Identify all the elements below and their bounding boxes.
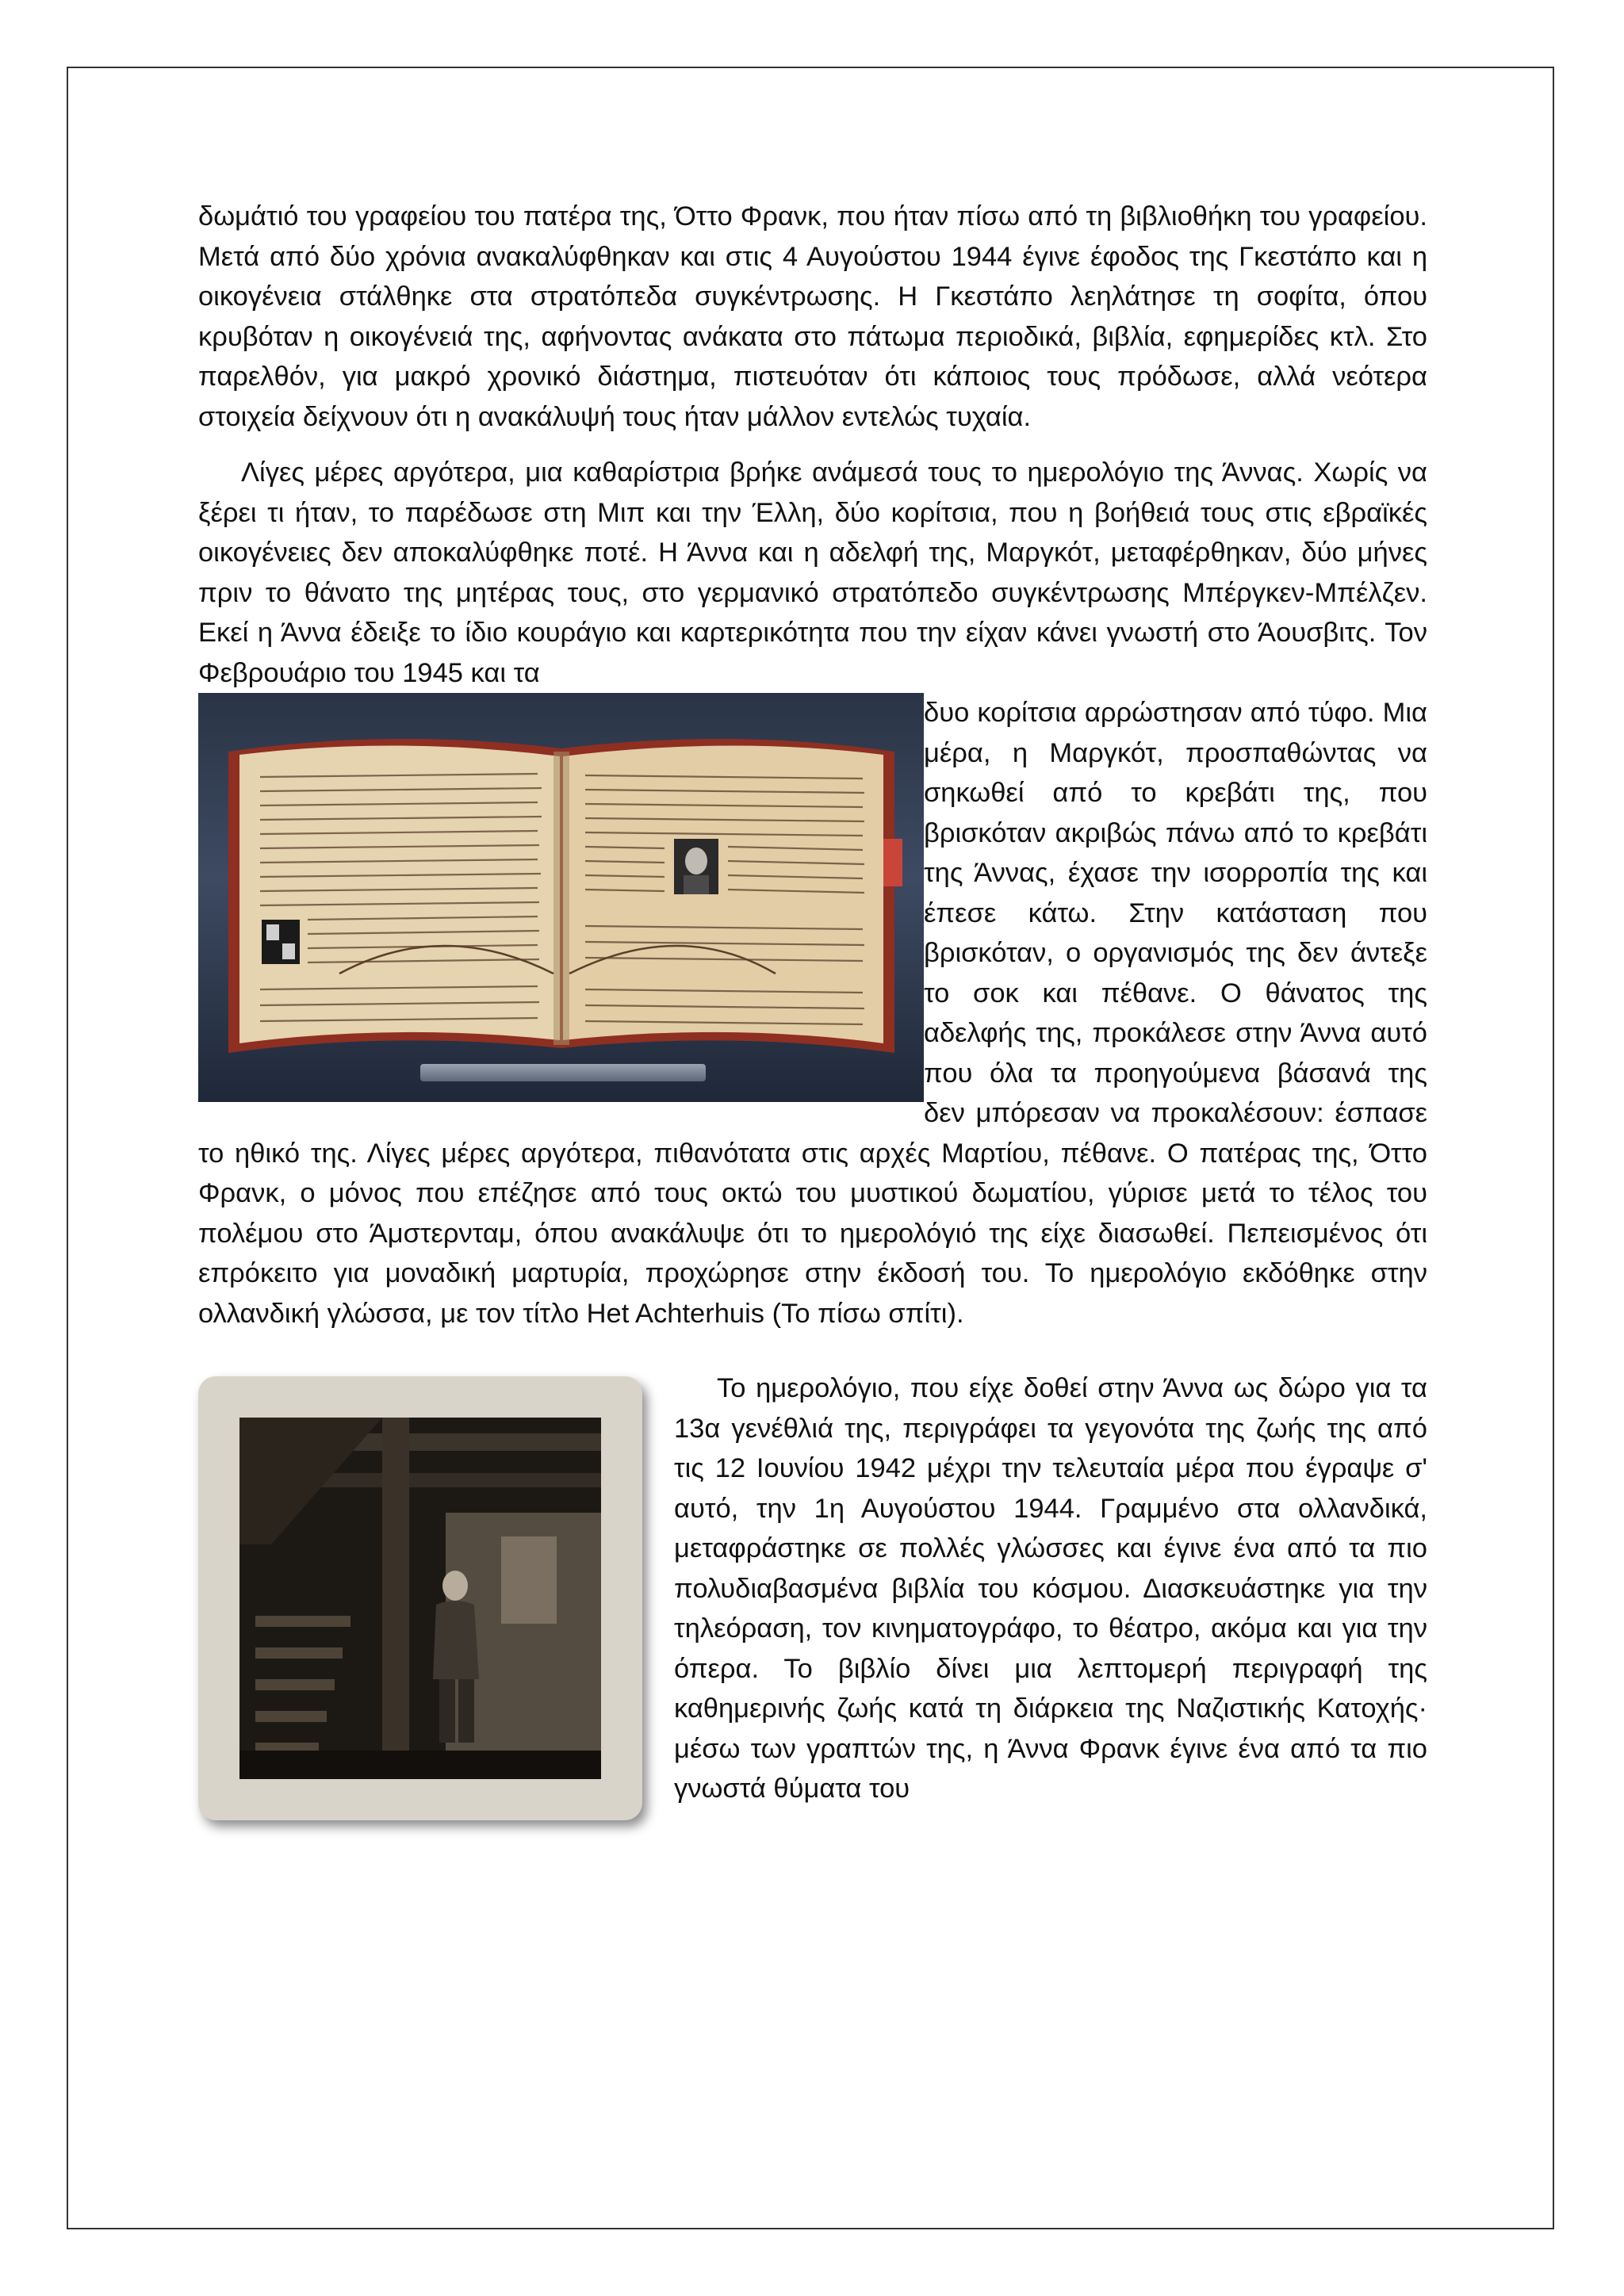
attic-image	[239, 1418, 601, 1779]
paragraph-2: Λίγες μέρες αργότερα, μια καθαρίστρια βρήκε ανάμεσά τους το ημερολόγιο της Άννας. Χωρίς να ξέρει τι ήταν, το παρέδωσε στη Μιπ και την Έλλη, δύο κορίτσια, που η βοήθειά τους στις εβραϊκές οικογένειες δεν αποκαλύφθηκε ποτέ. Η Άννα και η αδελφή της, Μαργκότ, μεταφέρθηκαν, δύο μήνες πριν το θάνατο της μητέρας τους, στο γερμανικό στρατόπεδο συγκέντρωσης Μπέργκεν-Μπέλζεν. Εκεί η Άννα έδειξε το ίδιο κουράγιο και καρτερικότητα που την είχαν κάνει γνωστή στο Άουσβιτς. Τον Φεβρουάριο του 1945 και τα	[198, 457, 1427, 688]
paragraph-4: Το ημερολόγιο, που είχε δοθεί στην Άννα ως δώρο για τα 13α γενέθλιά της, περιγράφει τα γεγονότα της ζωής της από τις 12 Ιουνίου 1942 μέχρι την τελευταία μέρα που έγραψε σ' αυτό, την 1η Αυγούστου 1944. Γραμμένο στα ολλανδικά, μεταφράστηκε σε πολλές γλώσσες και έγινε ένα από τα πιο πολυδιαβασμένα βιβλία του κόσμου. Διασκευάστηκε για την τηλεόραση, τον κινηματογράφο, το θέατρο, ακόμα και για την όπερα. Το βιβλίο δίνει μια λεπτομερή περιγραφή της καθημερινής ζωής κατά τη διάρκεια της Ναζιστικής Κατοχής· μέσω των γραπτών της, η Άννα Φρανκ έγινε ένα από τα πιο γνωστά θύματα του	[674, 1373, 1427, 1804]
diary-photo	[198, 693, 924, 1102]
paragraph-3: δυο κορίτσια αρρώστησαν από τύφο. Μια μέρα, η Μαργκότ, προσπαθώντας να σηκωθεί από το κρεβάτι της, που βρισκόταν ακριβώς πάνω από το κρεβάτι της Άννας, έχασε την ισορροπία της και έπεσε κάτω. Στην κατάσταση που βρισκόταν, ο οργανισμός της δεν άντεξε το σοκ και πέθανε. Ο θάνατος της αδελφής της, προκάλεσε στην Άννα αυτό που όλα τα προηγούμενα βάσανά της δεν μπόρεσαν να προκαλέσουν: έσπασε το ηθικό της. Λίγες μέρες αργότερα, πιθανότατα στις αρχές Μαρτίου, πέθανε. Ο πατέρας της, Όττο Φρανκ, ο μόνος που επέζησε από τους οκτώ του μυστικού δωματίου, γύρισε μετά το τέλος του πολέμου στο Άμστερνταμ, όπου ανακάλυψε ότι το ημερολόγιό της είχε διασωθεί. Πεπεισμένος ότι επρόκειτο για μοναδική μαρτυρία, προχώρησε στην έκδοσή του. Το ημερολόγιο εκδόθηκε στην ολλανδική γλώσσα, με τον τίτλο Het Achterhuis (Το πίσω σπίτι).	[198, 698, 1427, 1329]
attic-photo	[239, 1418, 601, 1779]
document-body	[198, 197, 1427, 1828]
paragraph-1: δωμάτιό του γραφείου του πατέρα της, Όττο Φρανκ, που ήταν πίσω από τη βιβλιοθήκη του γραφείου. Μετά από δύο χρόνια ανακαλύφθηκαν και στις 4 Αυγούστου 1944 έγινε έφοδος της Γκεστάπο και η οικογένεια στάλθηκε στα στρατόπεδα συγκέντρωσης. Η Γκεστάπο λεηλάτησε τη σοφίτα, όπου κρυβόταν η οικογένειά της, αφήνοντας ανάκατα στο πάτωμα περιοδικά, βιβλία, εφημερίδες κτλ. Στο παρελθόν, για μακρό χρονικό διάστημα, πιστευόταν ότι κάποιος τους πρόδωσε, αλλά νεότερα στοιχεία δείχνουν ότι η ανακάλυψή τους ήταν μάλλον εντελώς τυχαία.	[198, 201, 1427, 432]
open-diary-image	[220, 720, 902, 1061]
attic-photo-frame	[198, 1376, 642, 1820]
display-stand	[420, 1064, 706, 1081]
